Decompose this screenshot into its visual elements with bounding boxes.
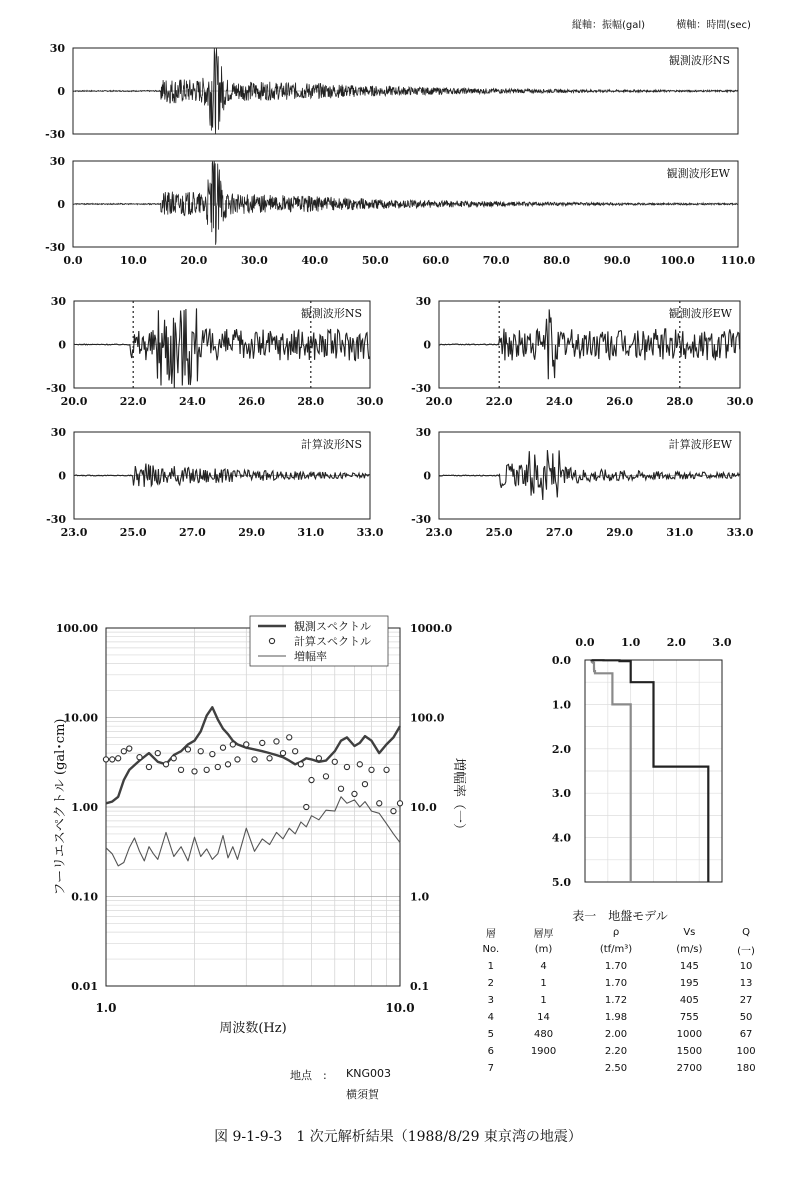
x-tick-label: 20.0 bbox=[425, 395, 453, 408]
table-cell: 3 bbox=[487, 995, 494, 1006]
computed-spectrum-point bbox=[225, 762, 230, 767]
table-cell: 2.50 bbox=[604, 1063, 628, 1074]
table-cell: 1000 bbox=[676, 1029, 703, 1040]
x-tick-label: 31.0 bbox=[666, 526, 694, 539]
computed-spectrum-point bbox=[260, 740, 265, 745]
table-cell: 480 bbox=[534, 1029, 554, 1040]
y-tick-label: 0 bbox=[57, 85, 65, 98]
computed-spectrum-point bbox=[192, 769, 197, 774]
computed-spectrum-point bbox=[235, 757, 240, 762]
computed-spectrum-point bbox=[127, 746, 132, 751]
computed-spectrum-point bbox=[357, 762, 362, 767]
table-row bbox=[470, 1043, 770, 1060]
x-tick-label: 30.0 bbox=[726, 395, 754, 408]
x-tick-label: 50.0 bbox=[361, 254, 389, 267]
horizontal-axis-note: 横軸：時間(sec) bbox=[676, 20, 751, 31]
table-header-vs: Vs bbox=[683, 927, 696, 938]
table-cell: 1900 bbox=[530, 1046, 557, 1057]
panel-title: 計算波形EW bbox=[668, 438, 732, 451]
x-tick-label: 26.0 bbox=[606, 395, 633, 408]
table-cell: 180 bbox=[736, 1063, 756, 1074]
y2-tick-label: 1.0 bbox=[410, 890, 430, 904]
legend-marker-computed bbox=[269, 638, 274, 643]
waveform-trace bbox=[74, 464, 370, 487]
x-tick-label: 23.0 bbox=[425, 526, 453, 539]
computed-spectrum-point bbox=[362, 782, 367, 787]
computed-spectrum-point bbox=[210, 751, 215, 756]
x-tick-label: 23.0 bbox=[60, 526, 88, 539]
table-cell: 13 bbox=[739, 978, 753, 989]
table-unit-layer: No. bbox=[482, 944, 500, 955]
y-tick-label: 1.0 bbox=[551, 698, 571, 712]
table-row bbox=[470, 975, 770, 992]
table-header-layer: 層 bbox=[485, 929, 496, 940]
table-title: 表一 地盤モデル bbox=[572, 908, 668, 923]
x-tick-label: 70.0 bbox=[482, 254, 510, 267]
table-body bbox=[470, 958, 770, 1077]
computed-spectrum-point bbox=[344, 764, 349, 769]
table-cell: 1 bbox=[540, 995, 547, 1006]
y-tick-label: 100.00 bbox=[55, 622, 98, 635]
computed-spectrum-point bbox=[384, 767, 389, 772]
x-tick-label: 0.0 bbox=[575, 636, 595, 649]
table-row bbox=[470, 992, 770, 1009]
y-tick-label: 30 bbox=[50, 295, 66, 308]
table-unit-vs: (m/s) bbox=[676, 944, 703, 955]
y-tick-label: 0 bbox=[58, 338, 66, 352]
x-tick-label: 100.0 bbox=[660, 254, 695, 267]
table-cell: 5 bbox=[487, 1029, 494, 1040]
y-tick-label: 4.0 bbox=[551, 831, 571, 845]
x-tick-label: 20.0 bbox=[60, 395, 88, 408]
table-cell: 4 bbox=[540, 961, 547, 972]
y2-tick-label: 0.1 bbox=[410, 980, 430, 993]
legend-label: 計算スペクトル bbox=[294, 635, 371, 648]
y-tick-label: 0.0 bbox=[551, 654, 571, 667]
computed-spectrum-point bbox=[274, 739, 279, 744]
computed-spectrum-point bbox=[397, 801, 402, 806]
table-header-thickness: 層厚 bbox=[533, 929, 554, 940]
table-cell: 1 bbox=[540, 978, 547, 989]
x-tick-label: 90.0 bbox=[603, 254, 631, 267]
y-tick-label: 0.10 bbox=[71, 890, 98, 904]
computed-spectrum-point bbox=[323, 774, 328, 779]
table-cell: 1500 bbox=[676, 1046, 703, 1057]
y-tick-label: -30 bbox=[411, 382, 431, 395]
x-tick-label: 25.0 bbox=[485, 526, 513, 539]
x-tick-label: 28.0 bbox=[666, 395, 694, 408]
x-tick-label: 40.0 bbox=[301, 254, 329, 267]
y-tick-label: 0 bbox=[58, 469, 66, 483]
x-tick-label: 26.0 bbox=[238, 395, 265, 408]
x-tick-label: 20.0 bbox=[180, 254, 208, 267]
figure-caption: 図 9-1-9-3 1 次元解析結果（1988/8/29 東京湾の地震） bbox=[214, 1129, 582, 1145]
y-tick-label: 30 bbox=[49, 42, 65, 55]
computed-spectrum-point bbox=[163, 762, 168, 767]
computed-spectrum-point bbox=[116, 756, 121, 761]
y2-axis-label: 増幅率（一） bbox=[451, 757, 466, 837]
x-tick-label: 31.0 bbox=[297, 526, 325, 539]
x-axis-label: 周波数(Hz) bbox=[219, 1021, 287, 1036]
computed-spectrum-point bbox=[171, 756, 176, 761]
table-cell: 7 bbox=[487, 1063, 494, 1074]
legend-label: 観測スペクトル bbox=[294, 620, 371, 633]
y-tick-label: 0 bbox=[423, 469, 431, 483]
table-cell: 6 bbox=[487, 1046, 494, 1057]
computed-spectrum-point bbox=[230, 742, 235, 747]
x-tick-label: 0.0 bbox=[63, 254, 83, 267]
table-unit-density: (tf/m³) bbox=[599, 944, 633, 955]
y-axis-label: フーリエスペクトル (gal･cm) bbox=[53, 718, 68, 896]
y-tick-label: 1.00 bbox=[71, 801, 98, 814]
table-cell: 50 bbox=[739, 1012, 753, 1023]
y-tick-label: 30 bbox=[415, 295, 431, 308]
computed-spectrum-point bbox=[352, 791, 357, 796]
table-cell: 1.72 bbox=[604, 995, 628, 1006]
panel-title: 計算波形NS bbox=[300, 438, 362, 451]
x-tick-label: 27.0 bbox=[179, 526, 206, 539]
y-tick-label: 5.0 bbox=[551, 876, 571, 889]
y-tick-label: -30 bbox=[46, 513, 66, 526]
table-row bbox=[470, 1009, 770, 1026]
x-tick-label: 1.0 bbox=[95, 1001, 117, 1015]
x-tick-label: 25.0 bbox=[119, 526, 147, 539]
computed-spectrum-point bbox=[332, 759, 337, 764]
panel-title: 観測波形EW bbox=[666, 167, 730, 180]
waveform-trace bbox=[439, 450, 740, 500]
table-cell: 2700 bbox=[676, 1063, 703, 1074]
computed-spectrum-point bbox=[198, 749, 203, 754]
table-cell: 10 bbox=[739, 961, 753, 972]
table-cell: 2.00 bbox=[604, 1029, 628, 1040]
y-tick-label: 10.00 bbox=[63, 711, 98, 725]
panel-title: 観測波形NS bbox=[300, 307, 362, 320]
computed-spectrum-point bbox=[309, 777, 314, 782]
computed-spectrum-point bbox=[121, 749, 126, 754]
computed-spectrum-point bbox=[103, 757, 108, 762]
computed-spectrum-point bbox=[137, 755, 142, 760]
table-row bbox=[470, 958, 770, 975]
x-tick-label: 3.0 bbox=[712, 636, 732, 649]
y-tick-label: -30 bbox=[45, 128, 65, 141]
computed-spectrum-point bbox=[304, 804, 309, 809]
computed-spectrum-point bbox=[316, 756, 321, 761]
computed-spectrum-point bbox=[369, 767, 374, 772]
table-cell: 2.20 bbox=[604, 1046, 628, 1057]
x-tick-label: 10.0 bbox=[120, 254, 147, 267]
x-tick-label: 30.0 bbox=[356, 395, 384, 408]
x-tick-label: 33.0 bbox=[726, 526, 754, 539]
table-cell: 67 bbox=[739, 1029, 753, 1040]
x-tick-label: 24.0 bbox=[179, 395, 206, 408]
y-tick-label: -30 bbox=[411, 513, 431, 526]
table-row bbox=[470, 1060, 770, 1077]
x-tick-label: 30.0 bbox=[240, 254, 268, 267]
table-header-q: Q bbox=[742, 927, 750, 938]
x-tick-label: 27.0 bbox=[546, 526, 573, 539]
y2-tick-label: 10.0 bbox=[410, 801, 437, 814]
computed-spectrum-point bbox=[252, 757, 257, 762]
x-tick-label: 80.0 bbox=[543, 254, 571, 267]
panel-title: 観測波形EW bbox=[668, 307, 732, 320]
x-tick-label: 110.0 bbox=[720, 254, 756, 267]
x-tick-label: 29.0 bbox=[606, 526, 633, 539]
table-cell: 195 bbox=[679, 978, 699, 989]
table-cell bbox=[512, 1060, 576, 1077]
y-tick-label: -30 bbox=[45, 241, 65, 254]
table-cell: 100 bbox=[736, 1046, 756, 1057]
table-cell: 14 bbox=[537, 1012, 550, 1023]
table-cell: 27 bbox=[739, 995, 753, 1006]
table-cell: 405 bbox=[679, 995, 699, 1006]
x-tick-label: 1.0 bbox=[621, 636, 641, 649]
computed-spectrum-point bbox=[110, 757, 115, 762]
table-cell: 1.70 bbox=[604, 961, 628, 972]
legend-label: 増幅率 bbox=[294, 650, 327, 663]
computed-spectrum-point bbox=[391, 808, 396, 813]
table-cell: 1.70 bbox=[604, 978, 628, 989]
x-tick-label: 22.0 bbox=[485, 395, 513, 408]
table-cell: 755 bbox=[679, 1012, 699, 1023]
x-tick-label: 33.0 bbox=[356, 526, 384, 539]
y-tick-label: -30 bbox=[46, 382, 66, 395]
ground-model-table bbox=[470, 906, 770, 1077]
x-tick-label: 22.0 bbox=[119, 395, 147, 408]
computed-spectrum-point bbox=[185, 747, 190, 752]
site-code: KNG003 bbox=[346, 1067, 391, 1080]
computed-spectrum-point bbox=[146, 764, 151, 769]
computed-spectrum-point bbox=[215, 764, 220, 769]
table-header-density: ρ bbox=[612, 927, 620, 938]
y-tick-label: 30 bbox=[49, 155, 65, 168]
computed-spectrum-point bbox=[178, 767, 183, 772]
table-cell: 1.98 bbox=[604, 1012, 628, 1023]
y-tick-label: 0 bbox=[423, 338, 431, 352]
vertical-axis-note: 縦軸：振幅(gal) bbox=[572, 20, 646, 31]
table-unit-thickness: (m) bbox=[534, 944, 553, 955]
computed-spectrum-point bbox=[377, 801, 382, 806]
site-info bbox=[290, 1067, 391, 1101]
y2-tick-label: 100.0 bbox=[410, 711, 445, 725]
computed-spectrum-point bbox=[293, 749, 298, 754]
computed-spectrum-point bbox=[298, 762, 303, 767]
computed-spectrum-point bbox=[244, 742, 249, 747]
y-tick-label: 2.0 bbox=[551, 742, 571, 756]
computed-spectrum-point bbox=[155, 751, 160, 756]
table-cell: 145 bbox=[679, 961, 699, 972]
computed-spectrum-point bbox=[267, 756, 272, 761]
site-label: 地点 : bbox=[290, 1069, 327, 1082]
table-row bbox=[470, 1026, 770, 1043]
computed-spectrum-point bbox=[280, 751, 285, 756]
table-cell: 2 bbox=[487, 978, 494, 989]
waveform-trace bbox=[74, 308, 370, 387]
x-tick-label: 2.0 bbox=[666, 636, 686, 649]
y-tick-label: 0 bbox=[57, 198, 65, 211]
site-name: 横須賀 bbox=[346, 1088, 379, 1101]
x-tick-label: 60.0 bbox=[422, 254, 450, 267]
table-cell: 1 bbox=[487, 961, 494, 972]
panel-title: 観測波形NS bbox=[668, 54, 730, 67]
x-tick-label: 24.0 bbox=[546, 395, 573, 408]
computed-spectrum-point bbox=[204, 767, 209, 772]
y-tick-label: 30 bbox=[415, 426, 431, 439]
y-tick-label: 30 bbox=[50, 426, 66, 439]
y-tick-label: 0.01 bbox=[71, 980, 98, 993]
x-tick-label: 29.0 bbox=[238, 526, 265, 539]
computed-spectrum-point bbox=[338, 786, 343, 791]
waveform-trace bbox=[73, 161, 738, 245]
y2-tick-label: 1000.0 bbox=[410, 622, 453, 635]
table-cell: 4 bbox=[487, 1012, 494, 1023]
computed-spectrum-point bbox=[220, 745, 225, 750]
table-unit-q: (一) bbox=[737, 946, 755, 957]
x-tick-label: 10.0 bbox=[385, 1001, 415, 1015]
computed-spectrum-point bbox=[287, 735, 292, 740]
y-tick-label: 3.0 bbox=[551, 787, 571, 801]
x-tick-label: 28.0 bbox=[297, 395, 325, 408]
